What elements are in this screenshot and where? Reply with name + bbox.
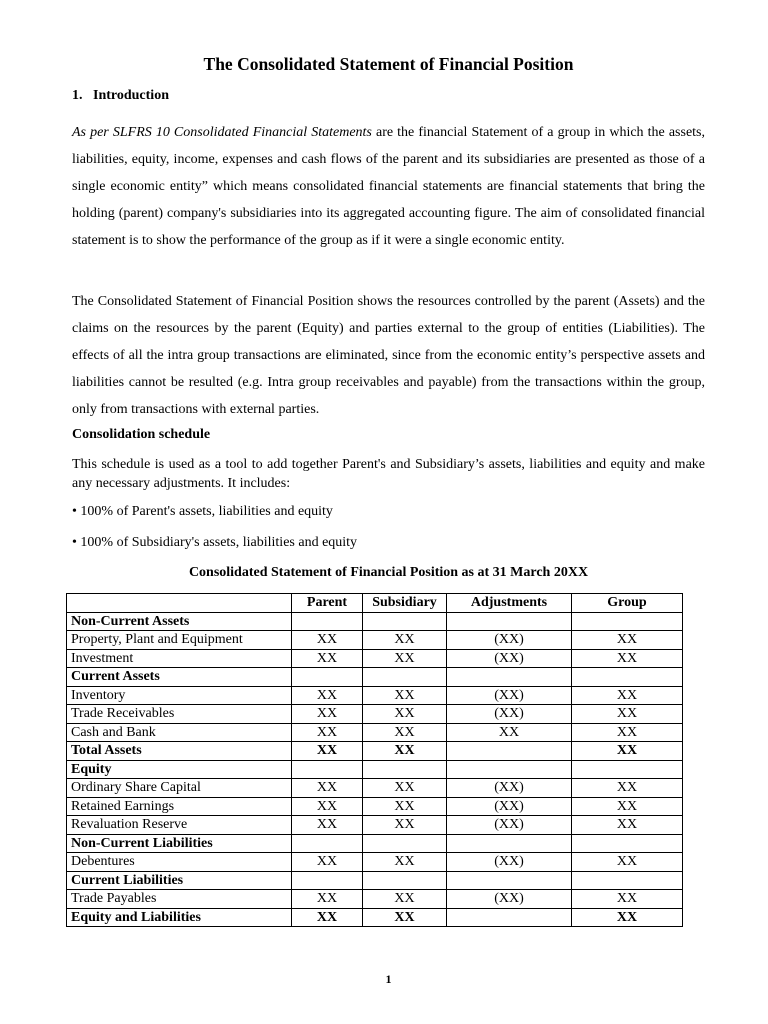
cell-group: XX [572,631,683,650]
cell-subsidiary: XX [363,797,447,816]
cell-parent: XX [292,853,363,872]
cell-group: XX [572,816,683,835]
cell-subsidiary [363,871,447,890]
table-title: Consolidated Statement of Financial Position as at 31 March 20XX [188,565,589,580]
section-heading [72,88,169,104]
row-label: Current Liabilities [67,871,292,890]
cell-adjustments [447,908,572,927]
cell-subsidiary [363,834,447,853]
consolidation-heading: Consolidation schedule [72,427,211,442]
cell-group: XX [572,853,683,872]
header-cell-adjustments: Adjustments [447,594,572,613]
cell-group [572,760,683,779]
table-row [67,853,683,872]
section-title: Introduction [93,88,169,103]
cell-adjustments [447,668,572,687]
row-label: Current Assets [67,668,292,687]
row-label: Inventory [67,686,292,705]
table-row [67,649,683,668]
row-label: Investment [67,649,292,668]
cell-adjustments: (XX) [447,890,572,909]
cell-group: XX [572,908,683,927]
cell-parent [292,612,363,631]
table-header-row [67,594,683,613]
intro-italic-lead: As per SLFRS 10 Consolidated Financial Statements [72,125,372,140]
intro-text: are the financial Statement of a group in which the assets, liabilities, equity, income, expenses and cash flows of the parent and its subsidiaries are presented as those of a single economic entity” which means consolidated financial statements are financial statements that bring the holding (parent) company's subsidiaries into its aggregated accounting figure. The aim of consolidated financial statement is to show the performance of the group as if it were a single economic entity. [72,125,706,248]
cell-group [572,612,683,631]
table-row [67,686,683,705]
intro-paragraph [72,119,705,254]
table-body [67,612,683,927]
row-label: Equity and Liabilities [67,908,292,927]
page-number: 1 [385,972,392,986]
cell-subsidiary: XX [363,816,447,835]
cell-adjustments: (XX) [447,853,572,872]
cell-adjustments: (XX) [447,686,572,705]
cell-parent: XX [292,779,363,798]
row-label: Revaluation Reserve [67,816,292,835]
cell-group [572,668,683,687]
cell-adjustments [447,612,572,631]
cell-parent: XX [292,908,363,927]
bullet-item-parent: • 100% of Parent's assets, liabilities and equity [72,504,333,519]
header-cell-subsidiary: Subsidiary [363,594,447,613]
cell-group: XX [572,797,683,816]
row-label: Non-Current Assets [67,612,292,631]
cell-parent: XX [292,686,363,705]
row-label: Non-Current Liabilities [67,834,292,853]
cell-group [572,871,683,890]
table-row [67,631,683,650]
consolidation-paragraph: This schedule is used as a tool to add together Parent's and Subsidiary’s assets, liabilities and equity and make any necessary adjustments. It includes: [72,457,705,491]
bullet-item-subsidiary: • 100% of Subsidiary's assets, liabilities and equity [72,535,358,550]
cell-adjustments: (XX) [447,649,572,668]
table-row [67,742,683,761]
row-label: Equity [67,760,292,779]
cell-adjustments: XX [447,723,572,742]
cell-group: XX [572,705,683,724]
cell-adjustments [447,742,572,761]
cell-parent [292,871,363,890]
table-row [67,797,683,816]
cell-group: XX [572,649,683,668]
row-label: Debentures [67,853,292,872]
cell-subsidiary [363,612,447,631]
cell-group: XX [572,723,683,742]
cell-subsidiary: XX [363,890,447,909]
cell-parent: XX [292,816,363,835]
header-cell-label [67,594,292,613]
cell-group: XX [572,686,683,705]
cell-parent: XX [292,797,363,816]
position-paragraph: The Consolidated Statement of Financial Position shows the resources controlled by the parent (Assets) and the claims on the resources by the parent (Equity) and parties external to the group of entities (Liabilities). The effects of all the intra group transactions are eliminated, since from the economic entity’s perspective assets and liabilities cannot be resulted (e.g. Intra group receivables and payable) from the transactions within the group, only from transactions with external parties. [72,294,705,417]
cell-subsidiary: XX [363,779,447,798]
table-row [67,760,683,779]
row-label: Retained Earnings [67,797,292,816]
cell-group: XX [572,890,683,909]
page-title: The Consolidated Statement of Financial Position [203,54,574,74]
cell-subsidiary: XX [363,631,447,650]
row-label: Property, Plant and Equipment [67,631,292,650]
cell-parent [292,834,363,853]
row-label: Cash and Bank [67,723,292,742]
cell-parent: XX [292,631,363,650]
cell-subsidiary: XX [363,742,447,761]
table-row [67,779,683,798]
cell-parent: XX [292,705,363,724]
table-row [67,834,683,853]
cell-adjustments: (XX) [447,816,572,835]
cell-subsidiary: XX [363,686,447,705]
cell-parent: XX [292,723,363,742]
header-cell-parent: Parent [292,594,363,613]
table-row [67,890,683,909]
cell-parent [292,760,363,779]
cell-adjustments: (XX) [447,779,572,798]
cell-subsidiary: XX [363,649,447,668]
row-label: Total Assets [67,742,292,761]
table-row [67,871,683,890]
header-cell-group: Group [572,594,683,613]
cell-adjustments: (XX) [447,631,572,650]
row-label: Ordinary Share Capital [67,779,292,798]
cell-subsidiary [363,668,447,687]
cell-subsidiary: XX [363,853,447,872]
section-number: 1. [72,88,83,103]
cell-adjustments: (XX) [447,705,572,724]
cell-adjustments [447,871,572,890]
cell-parent: XX [292,742,363,761]
cell-parent: XX [292,649,363,668]
table-row [67,612,683,631]
cell-subsidiary: XX [363,705,447,724]
financial-position-table [66,593,683,927]
cell-parent: XX [292,890,363,909]
cell-adjustments: (XX) [447,797,572,816]
cell-subsidiary: XX [363,723,447,742]
table-row [67,816,683,835]
table-row [67,723,683,742]
table-row [67,668,683,687]
table-row [67,908,683,927]
cell-parent [292,668,363,687]
cell-adjustments [447,834,572,853]
cell-subsidiary [363,760,447,779]
cell-group: XX [572,742,683,761]
table-row [67,705,683,724]
cell-group [572,834,683,853]
row-label: Trade Receivables [67,705,292,724]
cell-adjustments [447,760,572,779]
row-label: Trade Payables [67,890,292,909]
cell-group: XX [572,779,683,798]
cell-subsidiary: XX [363,908,447,927]
